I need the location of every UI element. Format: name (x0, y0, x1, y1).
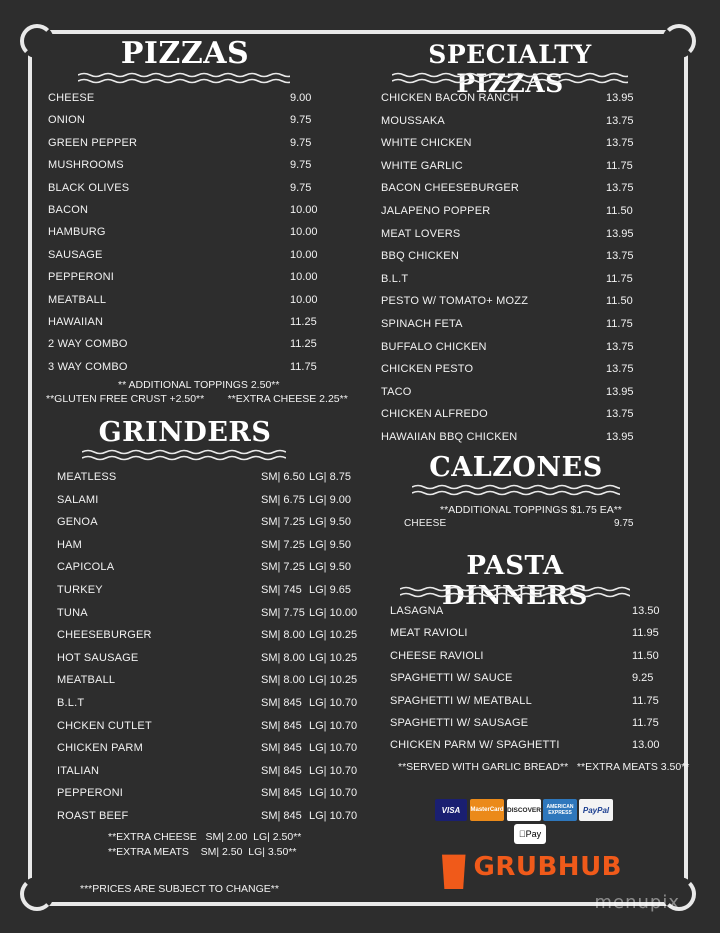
grinder-item-small-price: SM| 845 (261, 787, 302, 800)
grinder-item-name: GENOA (57, 516, 98, 529)
pizza-item-name: SAUSAGE (48, 248, 103, 261)
grinders-extra-meats-note: **EXTRA MEATS SM| 2.50 LG| 3.50** (108, 846, 297, 858)
pizza-item-name: CHEESE (48, 92, 95, 104)
pizza-item-name: 3 WAY COMBO (48, 360, 128, 373)
pizza-item-name: HAMBURG (48, 226, 106, 239)
pizza-item-name: HAWAIIAN (48, 316, 104, 328)
apple-pay-label: Pay (522, 829, 538, 839)
pasta-item-price: 11.95 (632, 627, 659, 640)
specialty-item-price: 13.75 (606, 114, 634, 127)
grinder-item-small-price: SM| 845 (261, 764, 302, 777)
corner-ornament (20, 877, 54, 911)
pizza-item-name: 2 WAY COMBO (48, 338, 128, 351)
pizza-item-price: 10.00 (290, 204, 318, 216)
grinder-item-name: CHEESEBURGER (57, 629, 152, 642)
specialty-item-price: 13.95 (606, 92, 634, 104)
grinder-item-name: ROAST BEEF (57, 810, 129, 822)
pizza-item-name: MUSHROOMS (48, 159, 124, 172)
grinder-item-name: TURKEY (57, 584, 103, 596)
grinder-item-name: TUNA (57, 606, 88, 619)
grinder-item-large-price: LG| 9.50 (309, 538, 351, 551)
grinder-item-name: B.L.T (57, 697, 85, 709)
specialty-item-price: 13.95 (606, 385, 634, 398)
grinder-item-name: MEATLESS (57, 471, 117, 483)
pizzas-heading: PIZZAS (120, 36, 250, 71)
specialty-item-price: 13.75 (606, 408, 634, 421)
grinder-item-small-price: SM| 6.75 (261, 493, 305, 506)
specialty-item-name: CHICKEN PESTO (381, 363, 474, 376)
specialty-item-name: CHICKEN BACON RANCH (381, 92, 519, 104)
grinder-item-large-price: LG| 9.50 (309, 561, 351, 574)
grinder-item-large-price: LG| 10.70 (309, 742, 358, 755)
pizza-item-price: 10.00 (290, 248, 318, 261)
specialty-item-price: 13.75 (606, 137, 634, 150)
pizza-item-price: 10.00 (290, 293, 318, 306)
grinder-item-small-price: SM| 8.00 (261, 651, 305, 664)
grinder-item-small-price: SM| 7.75 (261, 606, 305, 619)
specialty-item-name: WHITE GARLIC (381, 159, 463, 172)
apple-pay-logo (514, 824, 546, 844)
pizza-item-name: PEPPERONI (48, 271, 114, 284)
pizza-item-price: 9.75 (290, 159, 312, 172)
grinder-item-small-price: SM| 7.25 (261, 561, 305, 574)
grinders-divider (82, 449, 286, 461)
specialty-item-name: WHITE CHICKEN (381, 137, 472, 150)
specialty-item-name: BACON CHEESEBURGER (381, 182, 520, 195)
grinder-item-small-price: SM| 845 (261, 742, 302, 755)
grinder-item-name: HAM (57, 538, 83, 551)
grinder-item-name: SALAMI (57, 493, 99, 506)
specialty-item-price: 11.75 (606, 272, 633, 285)
calzones-toppings-note: **ADDITIONAL TOPPINGS $1.75 EA** (440, 504, 622, 516)
pasta-item-price: 11.50 (632, 649, 659, 662)
specialty-item-price: 11.50 (606, 295, 633, 308)
grinder-item-large-price: LG| 10.70 (309, 719, 358, 732)
pasta-item-name: LASAGNA (390, 605, 444, 617)
pizza-item-price: 9.00 (290, 92, 312, 104)
pasta-divider (400, 586, 630, 598)
pasta-item-name: SPAGHETTI W/ SAUCE (390, 672, 513, 685)
price-disclaimer: ***PRICES ARE SUBJECT TO CHANGE** (80, 883, 279, 895)
grubhub-logo (442, 843, 622, 891)
pizza-item-name: ONION (48, 114, 86, 127)
watermark: menupix (594, 892, 680, 913)
grinder-item-name: HOT SAUSAGE (57, 651, 139, 664)
specialty-item-price: 13.75 (606, 250, 634, 263)
grinder-item-small-price: SM| 6.50 (261, 471, 305, 483)
grinder-item-large-price: LG| 10.25 (309, 674, 358, 687)
grinder-item-name: CHCKEN CUTLET (57, 719, 152, 732)
grinder-item-large-price: LG| 9.50 (309, 516, 351, 529)
specialty-divider (392, 72, 628, 84)
pasta-item-name: MEAT RAVIOLI (390, 627, 468, 640)
grinder-item-name: CHICKEN PARM (57, 742, 143, 755)
grinder-item-name: ITALIAN (57, 764, 100, 777)
specialty-item-name: BUFFALO CHICKEN (381, 340, 487, 353)
grinders-extra-cheese-note: **EXTRA CHEESE SM| 2.00 LG| 2.50** (108, 831, 302, 843)
specialty-item-name: CHICKEN ALFREDO (381, 408, 488, 421)
grinders-heading: GRINDERS (98, 417, 272, 448)
grubhub-label: GRUBHUB (473, 852, 622, 882)
specialty-item-price: 11.75 (606, 159, 633, 172)
pizza-item-name: BLACK OLIVES (48, 181, 130, 194)
mastercard-logo: MasterCard (470, 799, 504, 821)
pizza-item-price: 11.75 (290, 360, 317, 373)
grinder-item-large-price: LG| 9.65 (309, 584, 351, 596)
grinder-item-small-price: SM| 8.00 (261, 674, 305, 687)
calzone-item-price: 9.75 (614, 518, 634, 529)
corner-ornament (662, 24, 696, 58)
pasta-item-price: 13.50 (632, 605, 660, 617)
pasta-item-price: 13.00 (632, 739, 660, 752)
specialty-heading: SPECIALTY PIZZAS (428, 40, 592, 98)
visa-logo: VISA (435, 799, 467, 821)
pasta-item-name: CHICKEN PARM W/ SPAGHETTI (390, 739, 560, 752)
specialty-item-name: PESTO W/ TOMATO+ MOZZ (381, 295, 529, 308)
pizza-item-price: 11.25 (290, 316, 317, 328)
grinder-item-small-price: SM| 8.00 (261, 629, 305, 642)
specialty-item-price: 13.95 (606, 431, 634, 443)
pizza-item-price: 10.00 (290, 226, 318, 239)
corner-ornament (20, 24, 54, 58)
pizzas-toppings-note: ** ADDITIONAL TOPPINGS 2.50** (118, 379, 280, 391)
pasta-item-price: 11.75 (632, 717, 659, 729)
pasta-heading: PASTA DINNERS (442, 551, 588, 611)
grinder-item-small-price: SM| 745 (261, 584, 302, 596)
pizza-item-name: BACON (48, 204, 89, 216)
specialty-item-name: JALAPENO POPPER (381, 205, 491, 217)
specialty-item-price: 13.75 (606, 340, 634, 353)
specialty-item-name: HAWAIIAN BBQ CHICKEN (381, 431, 518, 443)
grinder-item-large-price: LG| 10.25 (309, 629, 358, 642)
grinder-item-large-price: LG| 10.25 (309, 651, 358, 664)
grinder-item-small-price: SM| 845 (261, 810, 302, 822)
grinder-item-small-price: SM| 7.25 (261, 516, 305, 529)
specialty-item-price: 13.95 (606, 227, 634, 240)
specialty-item-price: 11.75 (606, 318, 633, 330)
pizza-item-price: 11.25 (290, 338, 317, 351)
calzones-heading: CALZONES (429, 452, 603, 483)
grinder-item-large-price: LG| 10.70 (309, 787, 358, 800)
grinder-item-small-price: SM| 7.25 (261, 538, 305, 551)
specialty-item-price: 11.50 (606, 205, 633, 217)
specialty-item-name: TACO (381, 385, 412, 398)
grinder-item-large-price: LG| 10.00 (309, 606, 358, 619)
grinder-item-large-price: LG| 10.70 (309, 810, 358, 822)
pasta-item-price: 11.75 (632, 694, 659, 707)
pasta-note: **SERVED WITH GARLIC BREAD** **EXTRA MEATS 3.50** (398, 761, 690, 773)
pasta-item-price: 9.25 (632, 672, 654, 685)
grinder-item-large-price: LG| 8.75 (309, 471, 351, 483)
calzones-divider (412, 484, 620, 496)
pizzas-extras-note: **GLUTEN FREE CRUST +2.50** **EXTRA CHEESE 2.25** (46, 393, 348, 405)
paypal-logo: PayPal (579, 799, 613, 821)
pizza-item-name: MEATBALL (48, 293, 107, 306)
specialty-item-name: MOUSSAKA (381, 114, 445, 127)
specialty-item-price: 13.75 (606, 363, 634, 376)
pizza-item-price: 9.75 (290, 181, 312, 194)
pasta-item-name: SPAGHETTI W/ MEATBALL (390, 694, 532, 707)
grubhub-bag-icon (442, 845, 466, 889)
pasta-item-name: CHEESE RAVIOLI (390, 649, 484, 662)
specialty-item-name: MEAT LOVERS (381, 227, 461, 240)
amex-logo: AMERICAN EXPRESS (543, 799, 577, 821)
pizzas-divider (78, 72, 290, 84)
pizza-item-price: 9.75 (290, 114, 312, 127)
specialty-item-price: 13.75 (606, 182, 634, 195)
grinder-item-name: CAPICOLA (57, 561, 115, 574)
specialty-item-name: BBQ CHICKEN (381, 250, 459, 263)
grinder-item-large-price: LG| 10.70 (309, 697, 358, 709)
specialty-item-name: SPINACH FETA (381, 318, 463, 330)
specialty-item-name: B.L.T (381, 272, 409, 285)
apple-icon (519, 829, 526, 839)
pizza-item-name: GREEN PEPPER (48, 136, 138, 149)
pizza-item-price: 9.75 (290, 136, 312, 149)
grinder-item-name: PEPPERONI (57, 787, 123, 800)
discover-logo: DISCOVER (507, 799, 541, 821)
pasta-item-name: SPAGHETTI W/ SAUSAGE (390, 717, 529, 729)
grinder-item-small-price: SM| 845 (261, 719, 302, 732)
grinder-item-small-price: SM| 845 (261, 697, 302, 709)
grinder-item-name: MEATBALL (57, 674, 116, 687)
calzone-item-name: CHEESE (404, 518, 447, 529)
pizza-item-price: 10.00 (290, 271, 318, 284)
grinder-item-large-price: LG| 9.00 (309, 493, 351, 506)
grinder-item-large-price: LG| 10.70 (309, 764, 358, 777)
